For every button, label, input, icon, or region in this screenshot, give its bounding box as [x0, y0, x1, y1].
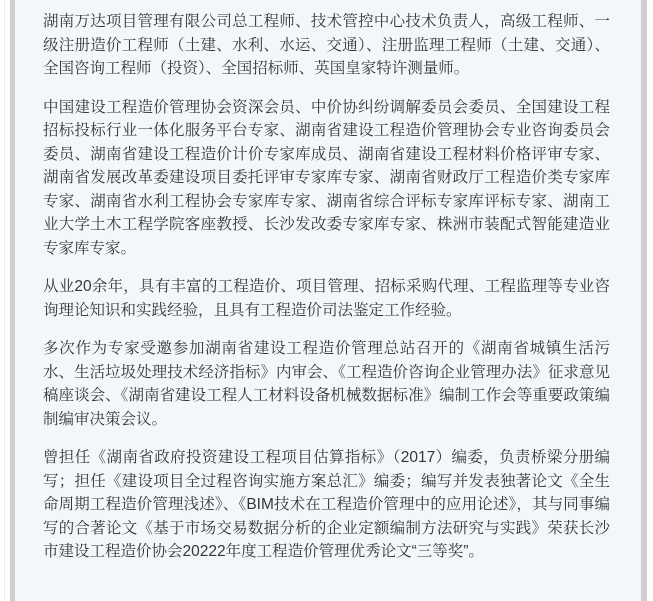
bio-paragraph-memberships-expert-roles: 中国建设工程造价管理协会资深会员、中价协纠纷调解委员会委员、全国建设工程招标投标行业一体化服务平台专家、湖南省建设工程造价管理协会专业咨询委员会委员、湖南省建设工程造价计价专家库成员、湖南省建设工程材料价格评审专家、湖南省发展改革委建设项目委托评审专家库专家、湖南省财政厅工程造价类专家库专家、湖南省水利工程协会专家库专家、湖南省综合评标专家库评标专家、湖南工业大学土木工程学院客座教授、长沙发改委专家库专家、株洲市装配式智能建造业专家库专家。 [43, 98, 610, 257]
right-page-border [641, 0, 647, 601]
bio-paragraph-policy-meetings: 多次作为专家受邀参加湖南省建设工程造价管理总站召开的《湖南省城镇生活污水、生活垃圾处理技术经济指标》内审会、《工程造价咨询企业管理办法》征求意见稿座谈会、《湖南省建设工程人工材料设备机械数据标准》编制工作会等重要政策编制编审决策会议。 [43, 340, 610, 428]
bio-paragraph-titles-credentials: 湖南万达项目管理有限公司总工程师、技术管控中心技术负责人，高级工程师、一级注册造价工程师（土建、水利、水运、交通）、注册监理工程师（土建、交通）、全国咨询工程师（投资）、全国招标师、英国皇家特许测量师。 [43, 13, 610, 77]
left-faint-edge-line [4, 0, 5, 601]
bio-article-panel [15, 0, 641, 601]
bio-paragraph-publications-awards: 曾担任《湖南省政府投资建设工程项目估算指标》（2017）编委，负责桥梁分册编写；担任《建设项目全过程咨询实施方案总汇》编委；编写并发表独著论文《全生命周期工程造价管理浅述》、《BIM技术在工程造价管理中的应用论述》，其与同事编写的合著论文《基于市场交易数据分析的企业定额编制方法研究与实践》荣获长沙市建设工程造价协会20222年度工程造价管理优秀论文“三等奖”。 [43, 449, 610, 560]
bio-paragraph-experience: 从业20余年，具有丰富的工程造价、项目管理、招标采购代理、工程监理等专业咨询理论知识和实践经验，且具有工程造价司法鉴定工作经验。 [43, 278, 610, 319]
